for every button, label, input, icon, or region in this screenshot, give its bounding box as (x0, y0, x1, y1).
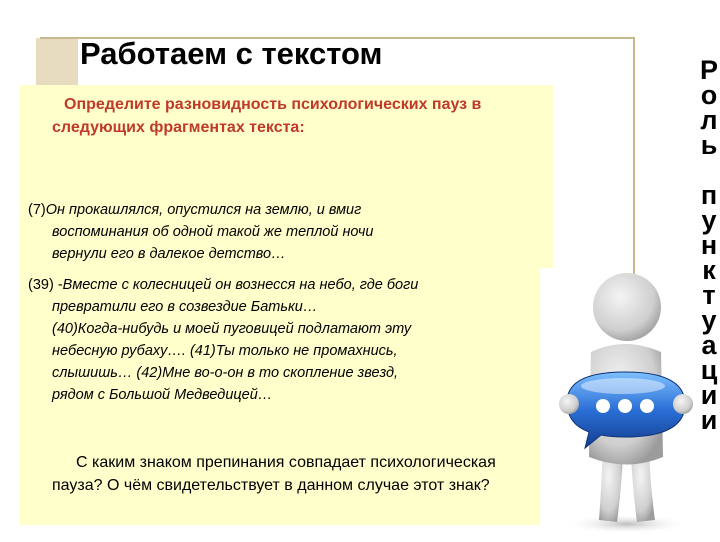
vertical-letter: у (701, 205, 717, 235)
vertical-letter: к (702, 255, 716, 285)
task-instruction: Определите разновидность психологических пауз в следующих фрагментах текста: (52, 96, 482, 136)
fragment-number: (7) (28, 202, 46, 218)
fragment-number: (39) - (28, 277, 63, 293)
vertical-letter: ь (700, 130, 718, 160)
fragment-line: воспоминания об одной такой же теплой ночи (52, 224, 374, 240)
vertical-letter: о (700, 80, 718, 110)
frame-right-line (633, 37, 635, 287)
fragment-line: рядом с Большой Медведицей… (52, 387, 273, 403)
vertical-letter: т (702, 280, 716, 310)
vertical-letter: Р (699, 55, 718, 85)
vertical-letter: и (700, 380, 718, 410)
fragment-line: Он прокашлялся, опустился на землю, и вмиг (45, 202, 362, 218)
person-holding-speech-bubble-icon (545, 252, 705, 542)
vertical-letter: п (700, 180, 718, 210)
text-fragment-7 (28, 199, 533, 265)
text-fragment-39 (28, 274, 543, 406)
slide-title: Работаем с текстом (80, 36, 383, 71)
fragment-line: превратили его в созвездие Батьки… (52, 299, 318, 315)
vertical-letter: а (701, 330, 717, 360)
question-text: С каким знаком препинания совпадает психологическая пауза? О чём свидетельствует в данном случае этот знак? (52, 454, 496, 494)
fragment-line: небесную рубаху…. (41)Ты только не промахнись, (52, 343, 398, 359)
vertical-letter: л (700, 105, 718, 135)
fragment-line: слышишь… (42)Мне во-о-он в то скопление звезд, (52, 365, 399, 381)
fragment-line: вернули его в далекое детство… (52, 246, 286, 262)
vertical-letter: у (701, 305, 717, 335)
fragment-line: (40)Когда-нибудь и моей пуговицей подлатают эту (52, 321, 412, 337)
fragment-line: Вместе с колесницей он вознесся на небо, где боги (62, 277, 419, 293)
vertical-letter: и (700, 405, 718, 435)
vertical-letter: ц (700, 355, 718, 385)
vertical-letter: н (700, 230, 718, 260)
